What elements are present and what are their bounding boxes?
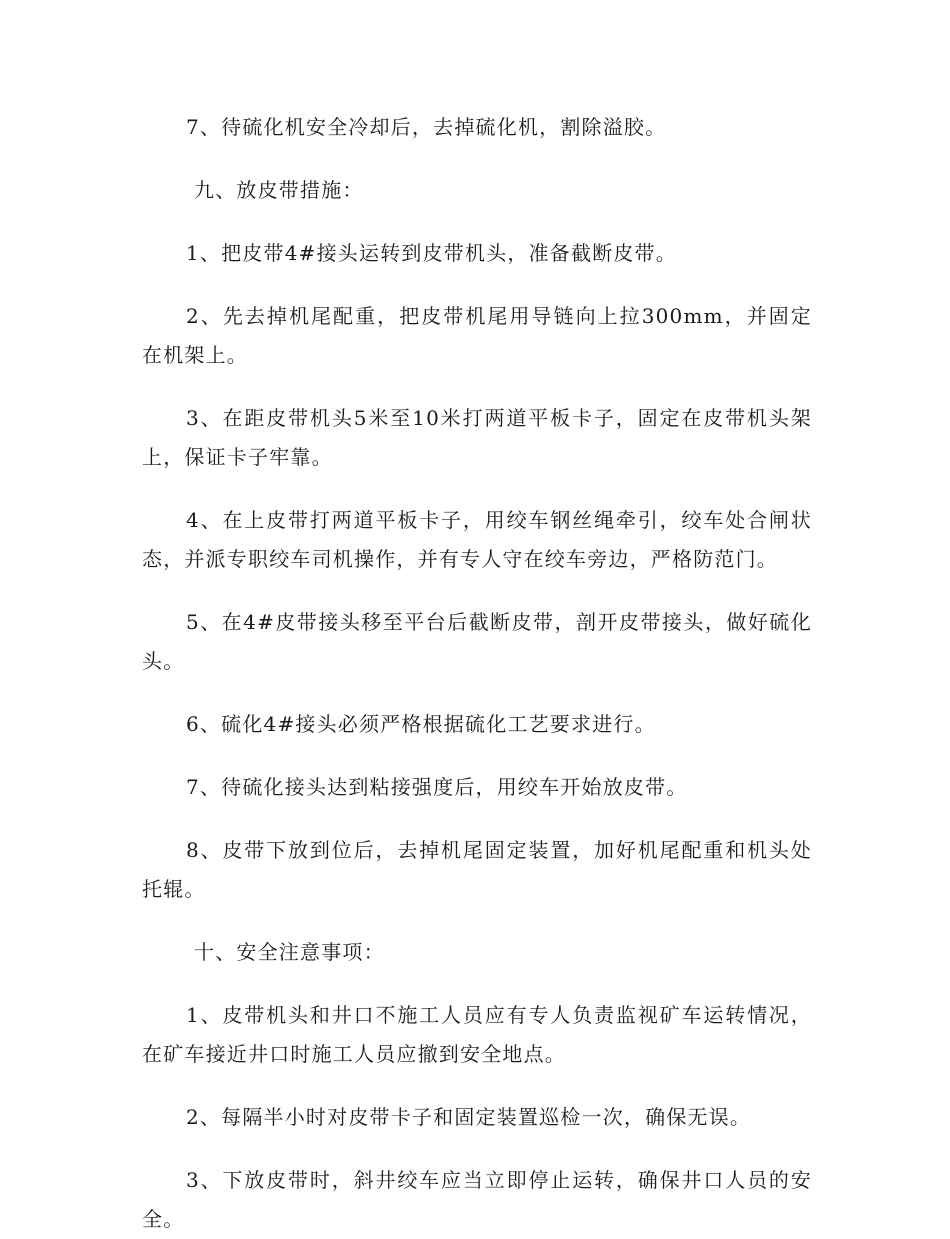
paragraph-step-4: 4、在上皮带打两道平板卡子，用绞车钢丝绳牵引，绞车处合闸状态，并派专职绞车司机操作，并有专人守在绞车旁边，严格防范门。 <box>142 508 812 571</box>
paragraph-step-1: 1、把皮带4#接头运转到皮带机头，准备截断皮带。 <box>186 241 678 265</box>
paragraph-cooling-removal: 7、待硫化机安全冷却后，去掉硫化机，割除溢胶。 <box>186 115 667 139</box>
paragraph-safety-3: 3、下放皮带时，斜井绞车应当立即停止运转，确保井口人员的安全。 <box>142 1168 812 1231</box>
section-heading-safety: 十、安全注意事项： <box>194 940 385 964</box>
paragraph-step-6: 6、硫化4#接头必须严格根据硫化工艺要求进行。 <box>186 712 656 736</box>
paragraph-safety-1: 1、皮带机头和井口不施工人员应有专人负责监视矿车运转情况，在矿车接近井口时施工人员应撤到安全地点。 <box>142 1003 812 1066</box>
section-heading-belt-lowering: 九、放皮带措施： <box>194 178 364 202</box>
document-body <box>142 108 812 1239</box>
paragraph-step-5: 5、在4#皮带接头移至平台后截断皮带，剖开皮带接头，做好硫化头。 <box>142 610 812 673</box>
paragraph-step-2: 2、先去掉机尾配重，把皮带机尾用导链向上拉300mm，并固定在机架上。 <box>142 304 812 367</box>
paragraph-step-7: 7、待硫化接头达到粘接强度后，用绞车开始放皮带。 <box>186 775 688 799</box>
paragraph-safety-2: 2、每隔半小时对皮带卡子和固定装置巡检一次，确保无误。 <box>186 1105 752 1129</box>
paragraph-step-3: 3、在距皮带机头5米至10米打两道平板卡子，固定在皮带机头架上，保证卡子牢靠。 <box>142 406 812 469</box>
paragraph-step-8: 8、皮带下放到位后，去掉机尾固定装置，加好机尾配重和机头处托辊。 <box>142 838 812 901</box>
